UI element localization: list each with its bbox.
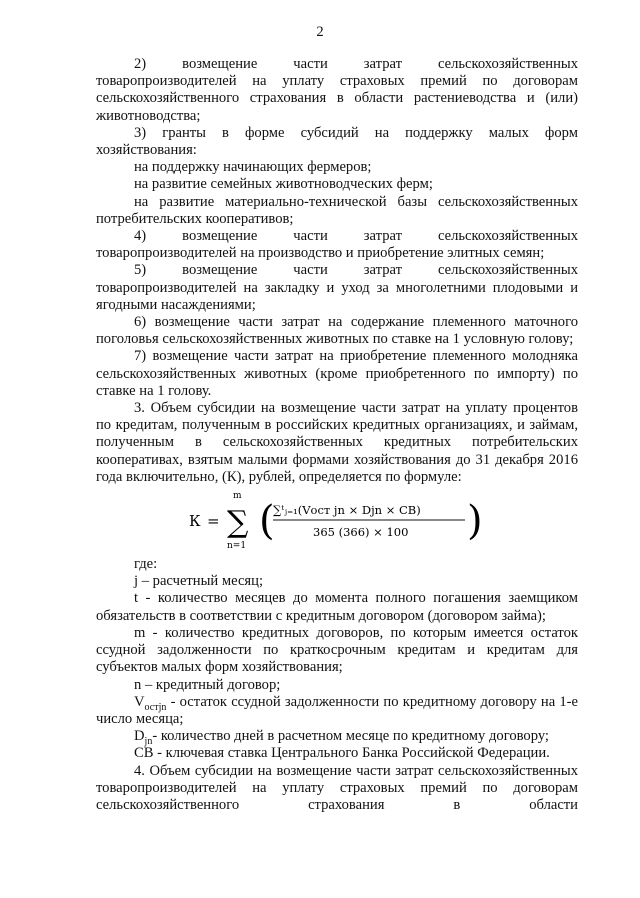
- definitions-intro: где:: [134, 556, 158, 573]
- definition-m: m - количество кредитных договоров, по которым имеется остаток ссудной задолженности по краткосрочным кредитам и кредитам для субъектов малых форм хозяйствования;: [96, 624, 578, 676]
- paragraph-item-6: 6) возмещение части затрат на содержание племенного маточного поголовья сельскохозяйственных животных по ставке на 1 условную голову;: [96, 314, 578, 348]
- formula-lhs: К: [189, 512, 201, 531]
- paragraph-item-3-grants: 3) гранты в форме субсидий на поддержку малых форм хозяйствования:: [96, 124, 578, 159]
- document-body: [96, 56, 578, 814]
- formula-left-paren: (: [259, 498, 275, 545]
- definition-d: $D_{jn}-$ количество дней в расчетном месяце по кредитному договору;: [134, 728, 549, 748]
- grant-subitem-family-farms: на развитие семейных животноводческих ферм;: [134, 176, 433, 193]
- paragraph-item-7: 7) возмещение части затрат на приобретение племенного молодняка сельскохозяйственных животных (кроме приобретенного по импорту) по ставке на 1 голову.: [96, 348, 578, 399]
- formula-numerator: ∑ᵗⱼ₌₁(Vост jn × Djn × CB): [273, 503, 421, 518]
- formula-right-paren: ): [467, 498, 483, 545]
- definition-n: n – кредитный договор;: [134, 676, 281, 693]
- formula-denominator: 365 (366) × 100: [313, 525, 409, 540]
- definition-j: j – расчетный месяц;: [134, 573, 264, 590]
- paragraph-item-2: 2) возмещение части затрат сельскохозяйственных товаропроизводителей на уплату страховых премий по договорам сельскохозяйственного страхования в области растениеводства и (или) животноводства;: [96, 56, 578, 124]
- formula-graphic: [187, 488, 487, 554]
- definition-cb: СВ - ключевая ставка Центрального Банка Российской Федерации.: [134, 745, 550, 762]
- formula-sum-upper: m: [233, 491, 242, 502]
- subsidy-formula: [96, 486, 578, 556]
- grant-subitem-cooperatives: на развитие материально-технической базы сельскохозяйственных потребительских кооперативов;: [96, 193, 578, 227]
- paragraph-item-4: 4) возмещение части затрат сельскохозяйственных товаропроизводителей на производство и приобретение элитных семян;: [96, 228, 578, 262]
- formula-sum-lower: n=1: [227, 541, 247, 552]
- paragraph-section-4: 4. Объем субсидии на возмещение части затрат сельскохозяйственных товаропроизводителей на уплату страховых премий по договорам сельскохозяйственного страхования в области: [96, 762, 578, 813]
- formula-sum-symbol: ∑: [227, 505, 249, 541]
- grant-subitem-beginning-farmers: на поддержку начинающих фермеров;: [134, 159, 372, 176]
- definition-v: $V_{остjn}$ - остаток ссудной задолженности по кредитному договору на 1-е число месяца;: [96, 693, 578, 727]
- formula-equals: =: [207, 512, 220, 531]
- paragraph-item-5: 5) возмещение части затрат сельскохозяйственных товаропроизводителей на закладку и уход за многолетними плодовыми и ягодными насаждениями;: [96, 262, 578, 313]
- paragraph-section-3: 3. Объем субсидии на возмещение части затрат на уплату процентов по кредитам, полученным в российских кредитных организациях, и займам, полученным в сельскохозяйственных кредитных потребительских кооперативах, взятым малыми формами хозяйствования до 31 декабря 2016 года включительно, (К), рублей, определяется по формуле:: [96, 400, 578, 485]
- definition-t: t - количество месяцев до момента полного погашения заемщиком обязательств в соответствии с кредитным договором (договором займа);: [96, 590, 578, 624]
- page-number: 2: [316, 24, 324, 40]
